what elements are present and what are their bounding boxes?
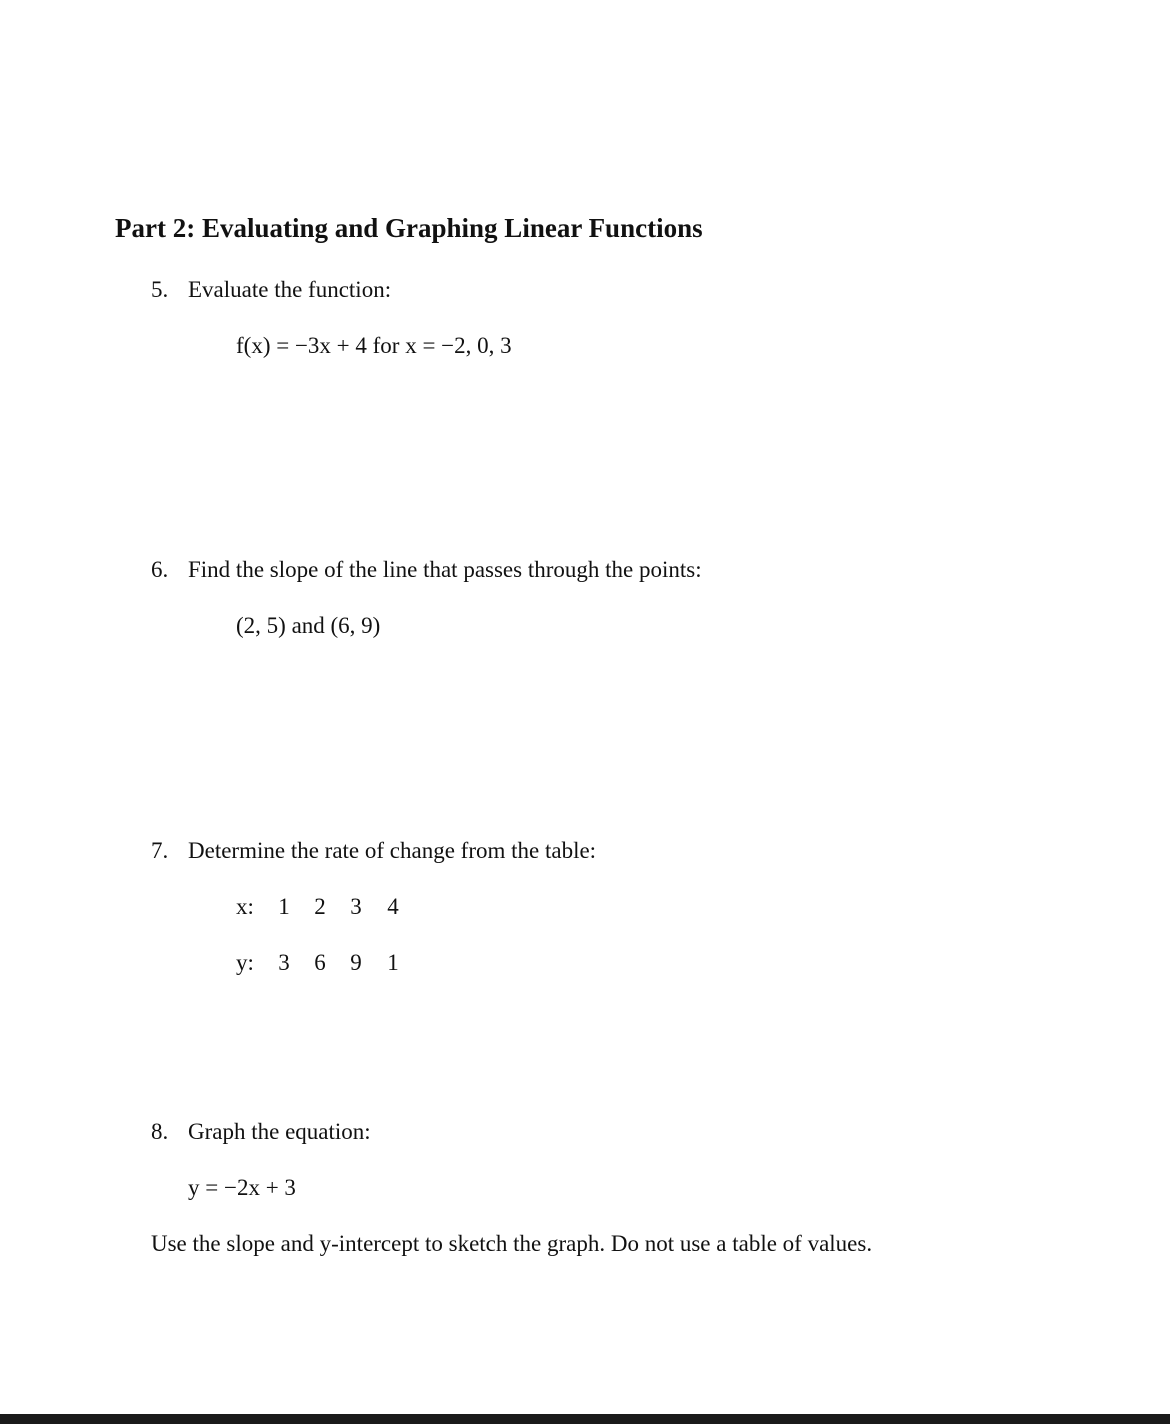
table-y-value: 9 <box>350 950 362 975</box>
question-5-prompt: Evaluate the function: <box>188 277 392 302</box>
question-6-points: (2, 5) and (6, 9) <box>236 613 381 638</box>
question-8-instruction: Use the slope and y-intercept to sketch the graph. Do not use a table of values. <box>151 1231 873 1256</box>
question-7-number: 7. <box>151 838 169 863</box>
question-8-number: 8. <box>151 1119 169 1144</box>
table-x-label: x: <box>236 894 254 919</box>
question-5-number: 5. <box>151 277 169 302</box>
table-y-label: y: <box>236 950 254 975</box>
section-title: Part 2: Evaluating and Graphing Linear Functions <box>115 213 703 243</box>
question-7-prompt: Determine the rate of change from the table: <box>188 838 597 863</box>
table-x-value: 4 <box>387 894 399 919</box>
table-y-value: 1 <box>387 950 399 975</box>
table-x-value: 3 <box>350 894 362 919</box>
question-8-prompt: Graph the equation: <box>188 1119 371 1144</box>
question-5-expression: f(x) = −3x + 4 for x = −2, 0, 3 <box>236 333 512 358</box>
question-6-number: 6. <box>151 557 169 582</box>
question-8-equation: y = −2x + 3 <box>188 1175 296 1200</box>
question-6-prompt: Find the slope of the line that passes through the points: <box>188 557 702 582</box>
table-x-value: 1 <box>278 894 290 919</box>
table-y-value: 3 <box>278 950 290 975</box>
table-x-value: 2 <box>314 894 326 919</box>
table-y-value: 6 <box>314 950 326 975</box>
bottom-edge-bar <box>0 1414 1170 1424</box>
